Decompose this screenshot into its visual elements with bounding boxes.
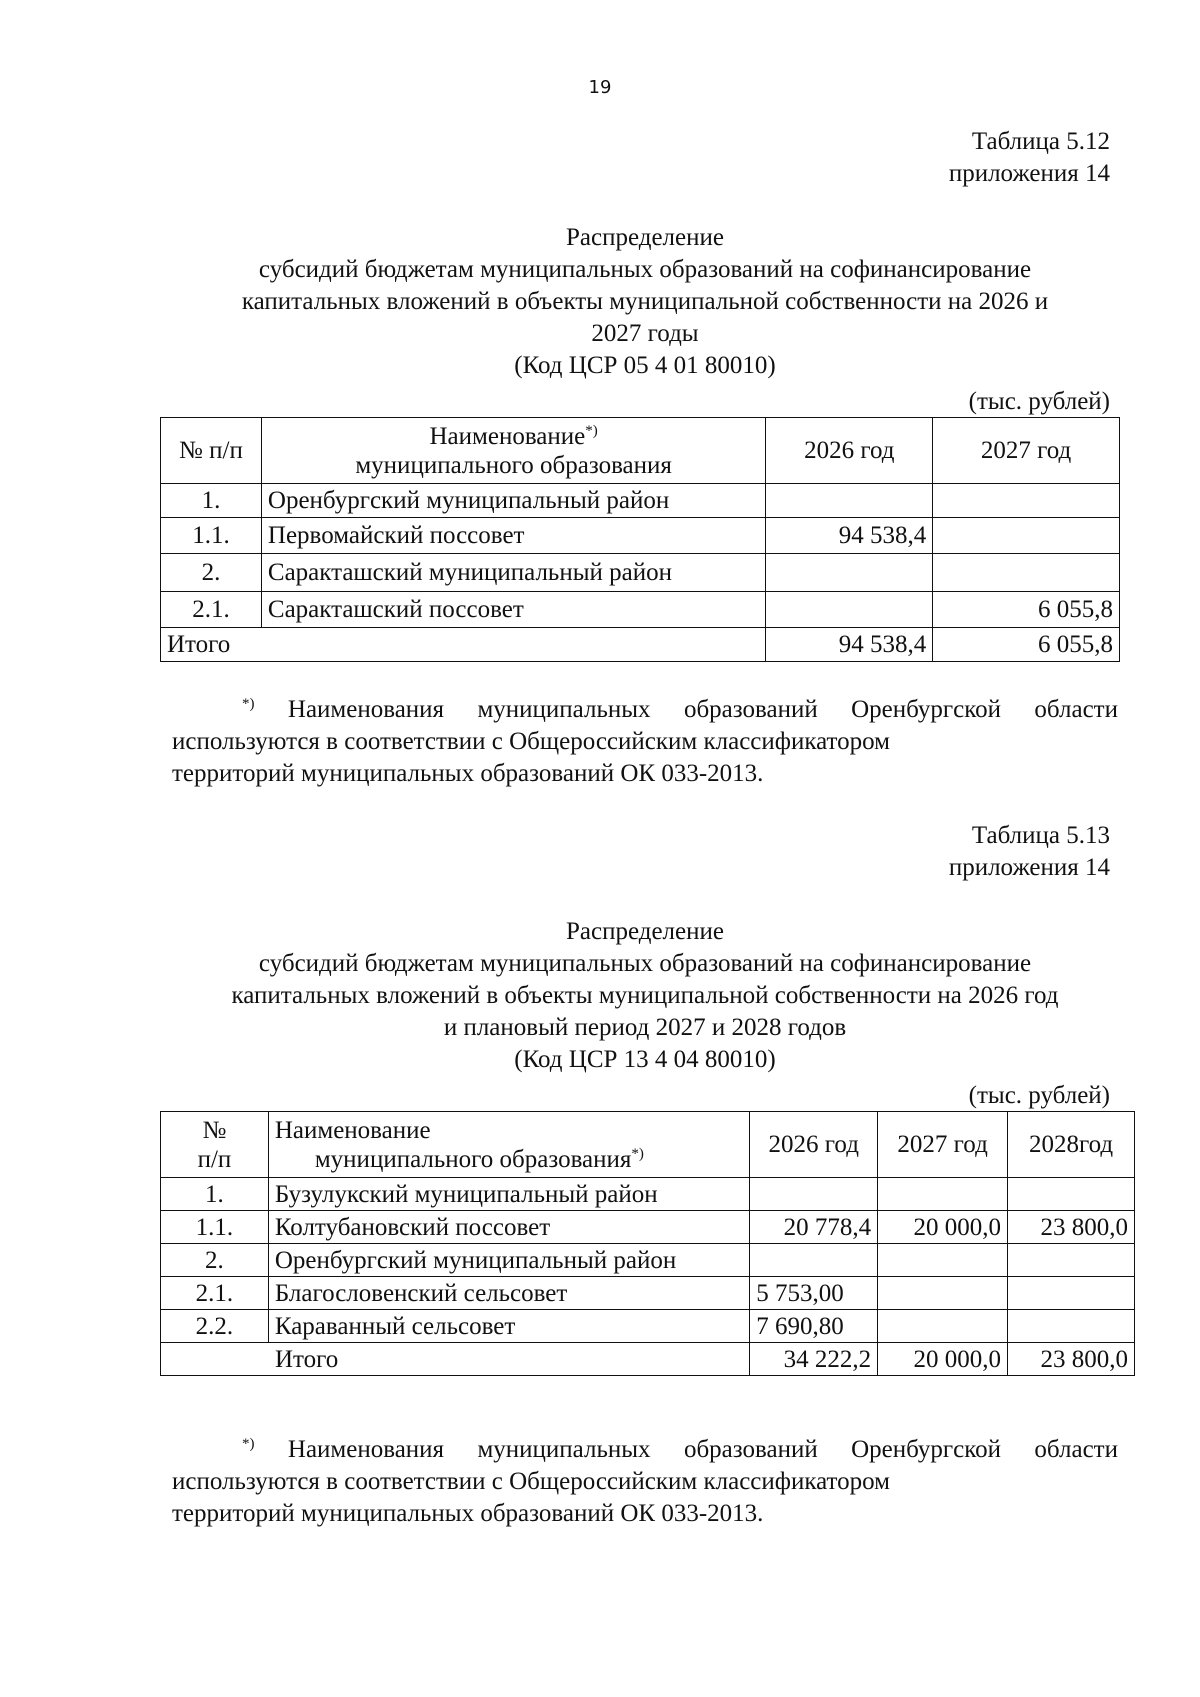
table2-header-2028: 2028год <box>1008 1112 1135 1178</box>
row-num: 2. <box>161 1244 269 1277</box>
table2-title-line: Распределение <box>566 918 724 945</box>
total-2026: 34 222,2 <box>750 1343 878 1376</box>
row-num: 1. <box>161 1178 269 1211</box>
table2-total-row <box>161 1343 1135 1376</box>
table-row <box>161 1178 1135 1211</box>
table2-header-num-line2: п/п <box>197 1145 232 1173</box>
total-2027: 6 055,8 <box>933 628 1120 662</box>
table1-header-name <box>261 418 765 484</box>
table-row <box>161 1244 1135 1277</box>
row-2027 <box>878 1277 1008 1310</box>
row-2027 <box>878 1310 1008 1343</box>
row-num: 2.1. <box>161 1277 269 1310</box>
footnote-text-end: территорий муниципальных образований ОК 033-2013. <box>172 760 764 787</box>
footnote-marker: *) <box>242 696 255 712</box>
table-row <box>161 592 1120 628</box>
table1-units: (тыс. рублей) <box>968 388 1110 415</box>
row-2026 <box>766 484 933 518</box>
table1-header-name-line1: Наименование <box>429 422 586 450</box>
table1-header-row <box>161 418 1120 484</box>
total-2027: 20 000,0 <box>878 1343 1008 1376</box>
table2-ref-line2: приложения 14 <box>948 854 1110 881</box>
row-2028: 23 800,0 <box>1008 1211 1135 1244</box>
table2-title-line: капитальных вложений в объекты муниципальной собственности на 2026 год <box>231 982 1059 1009</box>
row-2026 <box>766 554 933 592</box>
table2-header-name <box>268 1112 749 1178</box>
row-2026 <box>766 592 933 628</box>
row-2027 <box>933 484 1120 518</box>
row-2027: 20 000,0 <box>878 1211 1008 1244</box>
row-name: Караванный сельсовет <box>268 1310 749 1343</box>
row-num: 2. <box>161 554 262 592</box>
row-2026: 5 753,00 <box>750 1277 878 1310</box>
row-2026 <box>750 1244 878 1277</box>
footnote-marker: *) <box>631 1145 644 1162</box>
table1-header-2026: 2026 год <box>766 418 933 484</box>
row-2028 <box>1008 1178 1135 1211</box>
table-row <box>161 1277 1135 1310</box>
table1 <box>160 417 1120 662</box>
footnote-text-end: территорий муниципальных образований ОК 033-2013. <box>172 1500 764 1527</box>
table1-title-line: Распределение <box>566 224 724 251</box>
row-2027: 6 055,8 <box>933 592 1120 628</box>
row-2028 <box>1008 1310 1135 1343</box>
table1-ref-line1: Таблица 5.12 <box>971 128 1110 155</box>
total-2026: 94 538,4 <box>766 628 933 662</box>
table1-title <box>150 222 1140 382</box>
row-num: 2.2. <box>161 1310 269 1343</box>
footnote-marker: *) <box>585 422 598 439</box>
table1-header-name-line2: муниципального образования <box>355 451 672 479</box>
table2-reference <box>949 820 1110 884</box>
table2-header-name-line1: Наименование <box>274 1116 431 1144</box>
table1-reference <box>949 126 1110 190</box>
table2-header-num-line1: № <box>202 1116 227 1144</box>
table2-ref-line1: Таблица 5.13 <box>971 822 1110 849</box>
row-2026: 7 690,80 <box>750 1310 878 1343</box>
total-2028: 23 800,0 <box>1008 1343 1135 1376</box>
table-row <box>161 554 1120 592</box>
table1-ref-line2: приложения 14 <box>948 160 1110 187</box>
row-2027 <box>878 1178 1008 1211</box>
table-row <box>161 1310 1135 1343</box>
row-num: 2.1. <box>161 592 262 628</box>
row-2027 <box>878 1244 1008 1277</box>
total-label: Итого <box>161 1343 750 1376</box>
row-2026 <box>750 1178 878 1211</box>
row-name: Колтубановский поссовет <box>268 1211 749 1244</box>
row-name: Саракташский муниципальный район <box>261 554 765 592</box>
table1-header-2027: 2027 год <box>933 418 1120 484</box>
table-row <box>161 518 1120 554</box>
table-row <box>161 484 1120 518</box>
table2-header-name-line2: муниципального образования <box>314 1145 632 1173</box>
footnote-text: Наименования муниципальных образований Оренбургской области используются в соответствии с Общероссийским классификатором <box>172 696 1118 755</box>
row-name: Оренбургский муниципальный район <box>268 1244 749 1277</box>
row-name: Бузулукский муниципальный район <box>268 1178 749 1211</box>
table2-header-2026: 2026 год <box>750 1112 878 1178</box>
footnote-marker: *) <box>242 1436 255 1452</box>
row-name: Саракташский поссовет <box>261 592 765 628</box>
table2-header-num <box>161 1112 269 1178</box>
table2-title-line: и плановый период 2027 и 2028 годов <box>443 1014 847 1041</box>
row-name: Первомайский поссовет <box>261 518 765 554</box>
table-row <box>161 1211 1135 1244</box>
table2 <box>160 1111 1135 1376</box>
table1-header-num: № п/п <box>161 418 262 484</box>
row-2026: 94 538,4 <box>766 518 933 554</box>
row-num: 1.1. <box>161 1211 269 1244</box>
table1-title-line: 2027 годы <box>591 320 699 347</box>
table2-units: (тыс. рублей) <box>968 1082 1110 1109</box>
table2-title-line: (Код ЦСР 13 4 04 80010) <box>514 1046 776 1073</box>
row-num: 1.1. <box>161 518 262 554</box>
table1-title-line: субсидий бюджетам муниципальных образований на софинансирование <box>258 256 1032 283</box>
table1-footnote <box>172 694 1118 790</box>
table2-header-2027: 2027 год <box>878 1112 1008 1178</box>
table1-total-row <box>161 628 1120 662</box>
row-name: Благословенский сельсовет <box>268 1277 749 1310</box>
table2-footnote <box>172 1434 1118 1530</box>
row-num: 1. <box>161 484 262 518</box>
table2-title-line: субсидий бюджетам муниципальных образований на софинансирование <box>258 950 1032 977</box>
row-2026: 20 778,4 <box>750 1211 878 1244</box>
row-name: Оренбургский муниципальный район <box>261 484 765 518</box>
total-label: Итого <box>161 628 766 662</box>
table1-title-line: капитальных вложений в объекты муниципальной собственности на 2026 и <box>241 288 1049 315</box>
footnote-text: Наименования муниципальных образований Оренбургской области используются в соответствии с Общероссийским классификатором <box>172 1436 1118 1495</box>
row-2028 <box>1008 1244 1135 1277</box>
row-2027 <box>933 518 1120 554</box>
table2-header-row <box>161 1112 1135 1178</box>
page-number: 19 <box>588 77 612 98</box>
row-2027 <box>933 554 1120 592</box>
table2-title <box>150 916 1140 1076</box>
table1-title-line: (Код ЦСР 05 4 01 80010) <box>514 352 776 379</box>
row-2028 <box>1008 1277 1135 1310</box>
